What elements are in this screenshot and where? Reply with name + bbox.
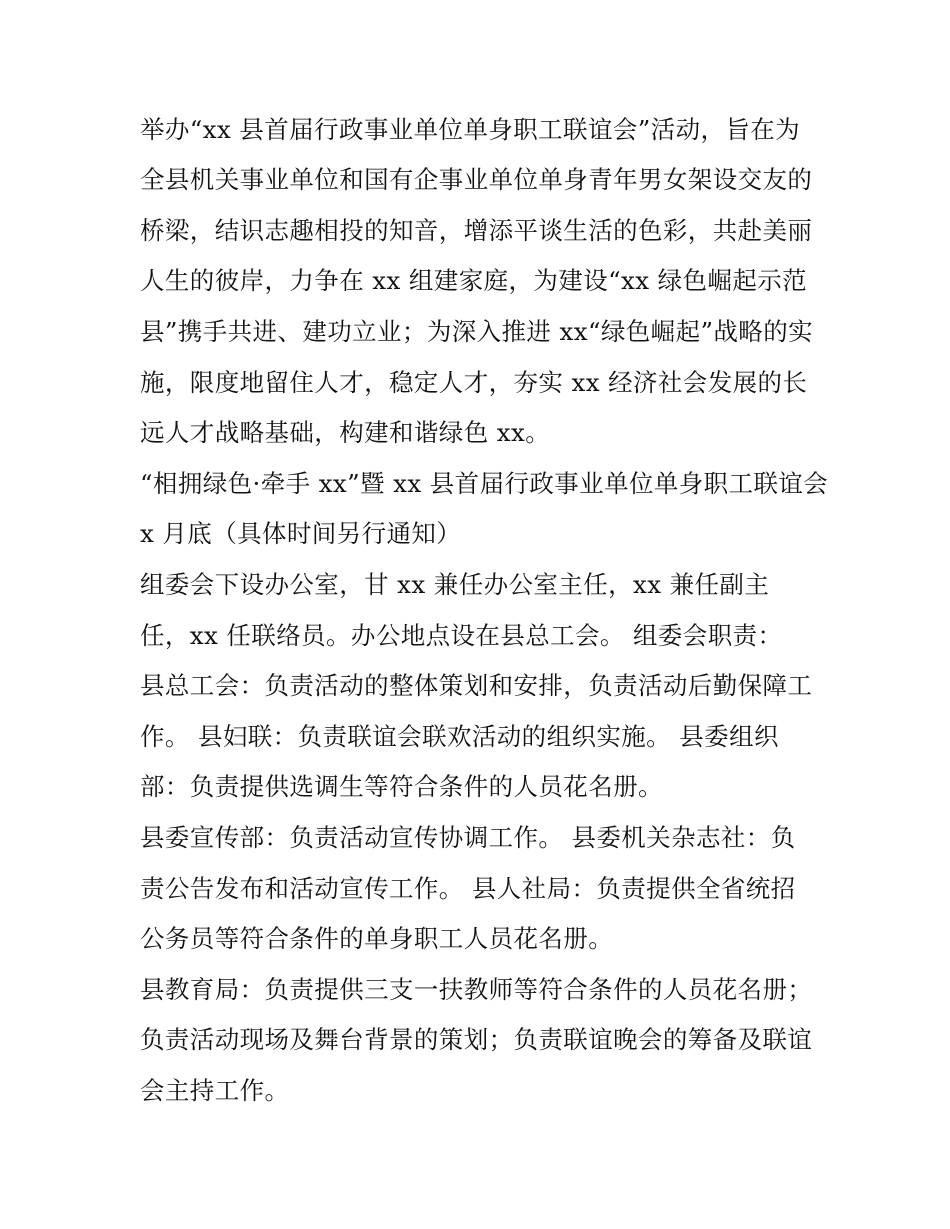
text-line: 县”携手共进、建功立业；为深入推进 xx“绿色崛起”战略的实 [140, 317, 813, 346]
text-line: 组委会下设办公室，甘 xx 兼任办公室主任，xx 兼任副主 [140, 570, 770, 599]
text-line: 全县机关事业单位和国有企事业单位单身青年男女架设交友的 [140, 165, 813, 194]
text-line: 公务员等符合条件的单身职工人员花名册。 [140, 924, 614, 953]
text-line: 人生的彼岸，力争在 xx 组建家庭，为建设“xx 绿色崛起示范 [140, 266, 808, 295]
text-line: 作。 县妇联：负责联谊会联欢活动的组织实施。 县委组织 [140, 722, 779, 751]
text-line: 桥梁，结识志趣相投的知音，增添平谈生活的色彩，共赴美丽 [140, 216, 813, 245]
text-line: 负责活动现场及舞台背景的策划；负责联谊晚会的筹备及联谊 [140, 1025, 813, 1054]
text-line: 施，限度地留住人才，稳定人才，夯实 xx 经济社会发展的长 [140, 368, 808, 397]
text-line: 县教育局：负责提供三支一扶教师等符合条件的人员花名册； [140, 975, 813, 1004]
text-line: x 月底（具体时间另行通知） [140, 519, 462, 548]
text-line: 县委宣传部：负责活动宣传协调工作。 县委机关杂志社：负 [140, 823, 796, 852]
text-line: 部：负责提供选调生等符合条件的人员花名册。 [140, 772, 663, 801]
text-line: 县总工会：负责活动的整体策划和安排，负责活动后勤保障工 [140, 671, 813, 700]
text-line: 远人才战略基础，构建和谐绿色 xx。 [140, 418, 551, 447]
text-line: 责公告发布和活动宣传工作。 县人社局：负责提供全省统招 [140, 874, 796, 903]
text-line: “相拥绿色·牵手 xx”暨 xx 县首届行政事业单位单身职工联谊会 [140, 469, 829, 498]
text-line: 举办“xx 县首届行政事业单位单身职工联谊会”活动，旨在为 [140, 115, 801, 144]
text-line: 会主持工作。 [140, 1076, 290, 1105]
text-line: 任，xx 任联络员。办公地点设在县总工会。 组委会职责： [140, 621, 783, 650]
